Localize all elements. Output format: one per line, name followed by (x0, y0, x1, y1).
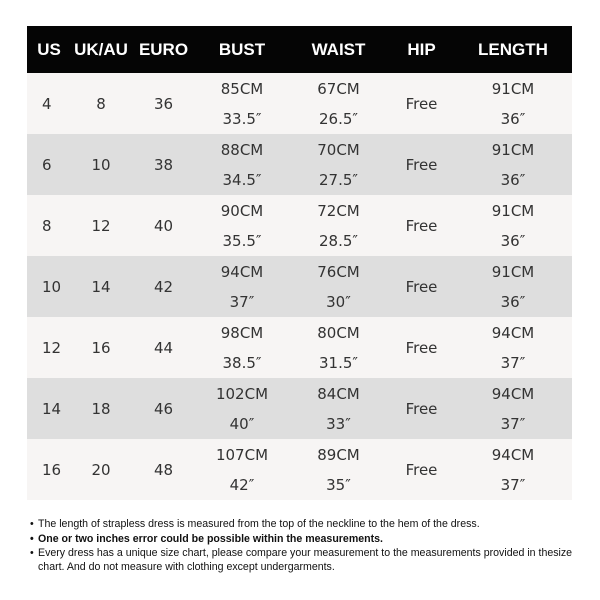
cell-waist (288, 379, 389, 439)
cell-uk-au-size: 20 (91, 460, 111, 479)
cell-hip: Free (405, 338, 438, 357)
cell-length (454, 196, 572, 256)
cell-length (454, 379, 572, 439)
cell-length-inch: 36″ (500, 109, 526, 128)
cell-waist-inch: 28.5″ (318, 231, 358, 250)
table-row (27, 317, 572, 378)
cell-waist (288, 257, 389, 317)
cell-waist-cm: 72CM (317, 201, 360, 220)
cell-waist-inch: 27.5″ (318, 170, 358, 189)
cell-waist-cm: 76CM (317, 262, 360, 281)
cell-length-inch: 36″ (500, 292, 526, 311)
cell-euro-size: 40 (153, 216, 174, 235)
cell-bust-cm: 94CM (220, 262, 264, 281)
header-length: LENGTH (478, 39, 548, 59)
cell-hip: Free (405, 94, 438, 113)
note-item (30, 547, 575, 574)
bullet-icon: • (30, 547, 34, 559)
cell-waist (288, 196, 389, 256)
cell-waist-inch: 30″ (326, 292, 351, 311)
cell-us-size: 6 (42, 155, 52, 174)
cell-waist-inch: 31.5″ (318, 353, 358, 372)
cell-bust-inch: 38.5″ (222, 353, 262, 372)
cell-length-inch: 37″ (500, 414, 526, 433)
cell-bust (196, 318, 288, 378)
cell-bust-inch: 37″ (229, 292, 255, 311)
cell-bust-cm: 107CM (215, 445, 269, 464)
cell-bust (196, 379, 288, 439)
cell-waist (288, 135, 389, 195)
cell-waist-inch: 26.5″ (318, 109, 358, 128)
cell-length-cm: 91CM (491, 201, 535, 220)
note-item (30, 533, 575, 547)
cell-us-size: 12 (42, 338, 62, 357)
table-row (27, 73, 572, 134)
table-row (27, 439, 572, 500)
cell-us-size: 14 (42, 399, 62, 418)
table-row (27, 378, 572, 439)
cell-bust-cm: 98CM (220, 323, 264, 342)
cell-length (454, 440, 572, 500)
cell-waist-cm: 84CM (317, 384, 360, 403)
cell-bust-inch: 34.5″ (222, 170, 262, 189)
cell-hip: Free (405, 155, 438, 174)
cell-euro-size: 36 (153, 94, 174, 113)
cell-bust-cm: 102CM (215, 384, 269, 403)
cell-us-size: 4 (42, 94, 52, 113)
cell-euro-size: 44 (153, 338, 174, 357)
cell-length-cm: 94CM (491, 445, 535, 464)
cell-bust-cm: 85CM (220, 79, 264, 98)
size-notes (30, 518, 575, 575)
cell-length (454, 318, 572, 378)
cell-bust-inch: 40″ (229, 414, 255, 433)
cell-length-cm: 94CM (491, 323, 535, 342)
cell-waist-cm: 89CM (317, 445, 360, 464)
cell-length (454, 74, 572, 134)
table-header-row (27, 26, 572, 73)
bullet-icon: • (30, 532, 34, 545)
cell-waist-cm: 80CM (317, 323, 360, 342)
cell-hip: Free (405, 460, 438, 479)
cell-waist-cm: 67CM (317, 79, 360, 98)
cell-waist-cm: 70CM (317, 140, 360, 159)
note-text: The length of strapless dress is measured from the top of the neckline to the hem of the dress. (38, 518, 480, 530)
note-item (30, 518, 575, 532)
cell-uk-au-size: 10 (91, 155, 111, 174)
cell-bust (196, 440, 288, 500)
cell-length-inch: 36″ (500, 231, 526, 250)
cell-euro-size: 38 (153, 155, 174, 174)
cell-bust-inch: 33.5″ (222, 109, 262, 128)
cell-waist (288, 440, 389, 500)
cell-length (454, 135, 572, 195)
cell-uk-au-size: 14 (91, 277, 111, 296)
header-waist: WAIST (311, 39, 366, 59)
cell-waist (288, 318, 389, 378)
cell-us-size: 16 (42, 460, 62, 479)
cell-uk-au-size: 16 (91, 338, 111, 357)
header-euro: EURO (138, 39, 189, 59)
note-text: Every dress has a unique size chart, please compare your measurement to the measurements provided in thesize chart. And do not measure with clothing except undergarments. (38, 547, 573, 573)
cell-hip: Free (405, 216, 438, 235)
cell-uk-au-size: 8 (96, 94, 106, 113)
cell-bust (196, 257, 288, 317)
cell-bust-cm: 88CM (220, 140, 264, 159)
cell-length-inch: 37″ (500, 353, 526, 372)
cell-euro-size: 46 (153, 399, 174, 418)
header-hip: HIP (407, 39, 436, 59)
bullet-icon: • (30, 518, 34, 530)
cell-euro-size: 42 (153, 277, 174, 296)
size-chart-table (27, 26, 572, 500)
cell-length (454, 257, 572, 317)
cell-length-inch: 37″ (500, 475, 526, 494)
cell-bust-cm: 90CM (220, 201, 264, 220)
table-row (27, 134, 572, 195)
cell-length-cm: 91CM (491, 79, 535, 98)
cell-length-cm: 91CM (491, 140, 535, 159)
header-us: US (37, 39, 61, 59)
cell-uk-au-size: 18 (91, 399, 111, 418)
cell-euro-size: 48 (153, 460, 174, 479)
cell-bust-inch: 42″ (229, 475, 255, 494)
cell-bust (196, 196, 288, 256)
cell-us-size: 8 (42, 216, 52, 235)
cell-hip: Free (405, 277, 438, 296)
cell-bust-inch: 35.5″ (222, 231, 262, 250)
table-body (27, 73, 572, 500)
cell-hip: Free (405, 399, 438, 418)
note-text: One or two inches error could be possible within the measurements. (38, 532, 383, 545)
header-bust: BUST (218, 39, 266, 59)
cell-waist-inch: 35″ (326, 475, 351, 494)
cell-us-size: 10 (42, 277, 62, 296)
cell-waist-inch: 33″ (326, 414, 351, 433)
cell-length-cm: 91CM (491, 262, 535, 281)
cell-length-cm: 94CM (491, 384, 535, 403)
header-uk-au: UK/AU (74, 39, 128, 59)
cell-bust (196, 135, 288, 195)
cell-uk-au-size: 12 (91, 216, 111, 235)
table-row (27, 195, 572, 256)
cell-bust (196, 74, 288, 134)
cell-waist (288, 74, 389, 134)
table-row (27, 256, 572, 317)
cell-length-inch: 36″ (500, 170, 526, 189)
